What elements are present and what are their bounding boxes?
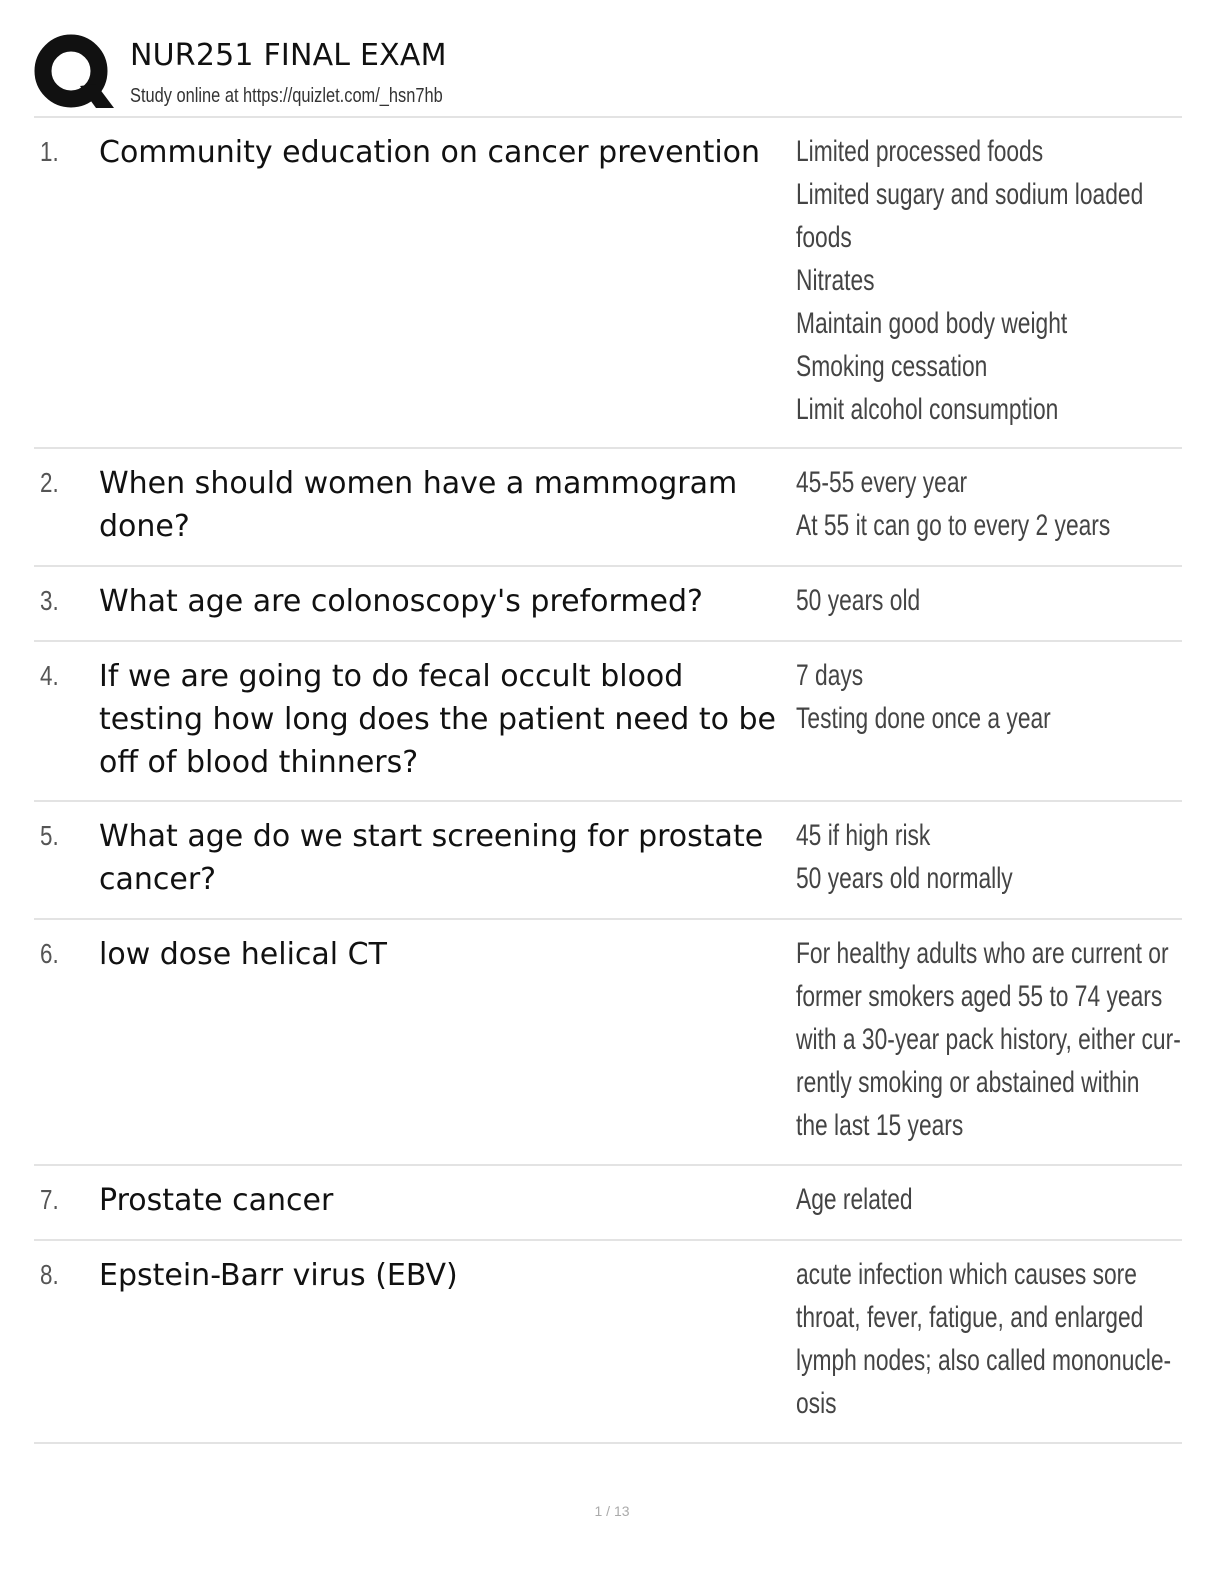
card-number: 1. (40, 136, 59, 167)
flashcard-row (34, 642, 1182, 802)
card-definition (796, 461, 1184, 547)
flashcard-row (34, 118, 1182, 449)
definition-line: 7 days (796, 659, 864, 692)
card-term: If we are going to do fecal occult blood testing how long does the patient need to be off of blood thinners? (99, 659, 777, 780)
definition-line: foods (796, 221, 852, 254)
flashcard-row (34, 920, 1182, 1166)
card-number: 3. (40, 585, 59, 616)
definition-line: Limited processed foods (796, 135, 1044, 168)
flashcard-list (34, 118, 1182, 1444)
definition-line: throat, fever, fatigue, and enlarged (796, 1301, 1144, 1334)
card-number: 5. (40, 820, 59, 851)
card-definition (796, 1178, 1184, 1221)
definition-line: Testing done once a year (796, 702, 1051, 735)
card-definition (796, 654, 1184, 740)
definition-line: 50 years old (796, 584, 921, 617)
definition-line: For healthy adults who are current or (796, 937, 1169, 970)
definition-line: Nitrates (796, 264, 875, 297)
study-online-link[interactable]: Study online at https://quizlet.com/_hsn7hb (130, 85, 443, 107)
page-indicator: 1 / 13 (594, 1503, 630, 1519)
card-definition (796, 579, 1184, 622)
card-definition (796, 932, 1184, 1147)
definition-line: Limited sugary and sodium loaded (796, 178, 1144, 211)
definition-line: osis (796, 1387, 837, 1420)
definition-line: Smoking cessation (796, 350, 988, 383)
definition-line: with a 30-year pack history, either cur- (796, 1023, 1181, 1056)
quizlet-logo-icon (34, 34, 114, 114)
definition-line: 50 years old normally (796, 862, 1013, 895)
card-term: What age are colonoscopy's preformed? (99, 584, 703, 619)
card-number: 7. (40, 1184, 59, 1215)
card-number: 6. (40, 938, 59, 969)
card-definition (796, 130, 1184, 431)
card-number: 8. (40, 1259, 59, 1290)
flashcard-row (34, 449, 1182, 567)
card-term: What age do we start screening for prostate cancer? (99, 819, 764, 897)
card-term: When should women have a mammogram done? (99, 466, 738, 544)
definition-line: Limit alcohol consumption (796, 393, 1059, 426)
flashcard-row (34, 1166, 1182, 1241)
flashcard-row (34, 567, 1182, 642)
definition-line: Maintain good body weight (796, 307, 1068, 340)
definition-line: At 55 it can go to every 2 years (796, 509, 1111, 542)
card-term: low dose helical CT (99, 937, 387, 972)
definition-line: acute infection which causes sore (796, 1258, 1137, 1291)
definition-line: the last 15 years (796, 1109, 964, 1142)
card-definition (796, 814, 1184, 900)
card-number: 4. (40, 660, 59, 691)
card-definition (796, 1253, 1184, 1425)
definition-line: lymph nodes; also called mononucle- (796, 1344, 1172, 1377)
definition-line: 45-55 every year (796, 466, 968, 499)
flashcard-row (34, 1241, 1182, 1444)
definition-line: Age related (796, 1183, 913, 1216)
document-title: NUR251 FINAL EXAM (130, 38, 447, 73)
card-term: Epstein-Barr virus (EBV) (99, 1258, 458, 1293)
document-header (34, 34, 1182, 116)
card-term: Community education on cancer prevention (99, 135, 761, 170)
flashcard-row (34, 802, 1182, 920)
definition-line: 45 if high risk (796, 819, 931, 852)
definition-line: rently smoking or abstained within (796, 1066, 1140, 1099)
definition-line: former smokers aged 55 to 74 years (796, 980, 1163, 1013)
card-number: 2. (40, 467, 59, 498)
card-term: Prostate cancer (99, 1183, 334, 1218)
